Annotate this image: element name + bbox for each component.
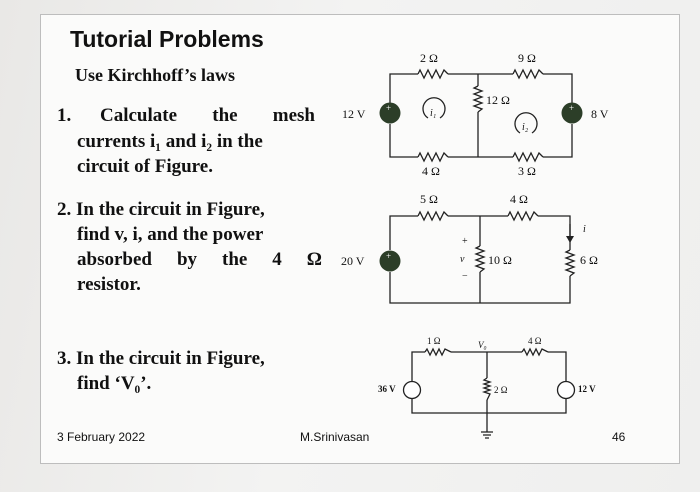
c3-label-12v: 12 V [578,384,596,394]
c1-wire-bottom-right [543,124,572,157]
c2-label-10ohm: 10 Ω [488,253,512,267]
c1-resistor-12ohm [474,86,482,112]
c2-label-4ohm: 4 Ω [510,192,528,206]
c1-label-8v: 8 V [591,107,609,121]
footer-date: 3 February 2022 [57,430,146,444]
c3-label-2ohm: 2 Ω [494,385,508,395]
c1-label-4ohm: 4 Ω [422,164,440,178]
c2-wire-top-right [538,216,570,250]
c2-label-20v: 20 V [341,254,365,268]
c2-current-arrow-icon [566,236,574,243]
problem2-line4: resistor. [77,274,141,295]
c2-wire-top-left [390,216,418,250]
c2-label-v: v [460,254,465,265]
problem2-line2: find v, i, and the power [77,224,264,245]
c3-wire-bottom [412,399,566,413]
c1-label-12v: 12 V [342,107,366,121]
c2-label-plus: + [462,236,468,247]
circuit1 [342,51,609,178]
c3-ground-icon [481,432,493,438]
c3-label-1ohm: 1 Ω [427,336,441,346]
c1-resistor-4ohm [418,153,448,161]
c3-resistor-1ohm [425,349,451,355]
c1-resistor-9ohm [513,70,543,78]
c2-label-i: i [583,224,586,235]
c1-label-9ohm: 9 Ω [518,51,536,65]
c3-wire-top-right [548,352,566,381]
c1-label-12ohm: 12 Ω [486,93,510,107]
svg-text:+: + [569,103,575,113]
c1-resistor-3ohm [513,153,543,161]
c1-wire-top-left [390,74,418,103]
c3-wire-top-left [412,352,425,382]
c2-resistor-4ohm [508,212,538,220]
c2-resistor-5ohm [418,212,448,220]
c3-label-36v: 36 V [378,384,396,394]
problem1-line3: circuit of Figure. [77,156,213,177]
c1-label-i2: i₂ [522,122,529,133]
c2-resistor-6ohm [566,250,574,276]
c1-resistor-2ohm [418,70,448,78]
problem1-line1: Calculate the mesh [100,105,315,126]
slide-subtitle: Use Kirchhoff’s laws [75,65,235,85]
c3-label-4ohm: 4 Ω [528,336,542,346]
footer-page-number: 46 [612,430,626,444]
problem3-line1: 3. In the circuit in Figure, [57,348,265,369]
c1-wire-bottom-left [390,124,418,157]
c3-resistor-4ohm [522,349,548,355]
c2-label-5ohm: 5 Ω [420,192,438,206]
c1-label-3ohm: 3 Ω [518,164,536,178]
c1-wire-top-right [543,74,572,103]
c3-source-12v [558,382,575,399]
svg-text:+: + [386,103,392,113]
problem3-line2: find ‘V₀’. [77,373,152,394]
c3-resistor-2ohm [484,378,490,400]
problem1-number: 1. [57,105,72,126]
circuit3 [378,336,596,438]
problem1-line2: currents i₁ and i₂ in the [77,131,263,152]
problem2-line1: 2. In the circuit in Figure, [57,199,265,220]
c3-source-36v [404,382,421,399]
c2-label-6ohm: 6 Ω [580,253,598,267]
c2-label-minus: − [462,271,468,282]
svg-text:+: + [386,251,392,261]
c2-resistor-10ohm [476,246,484,272]
circuit2 [341,192,598,303]
c3-label-v0: V₀ [478,340,487,350]
problem2-line3: absorbed by the 4 Ω [77,249,322,270]
footer-author: M.Srinivasan [300,430,370,444]
c1-label-2ohm: 2 Ω [420,51,438,65]
c1-label-i1: i₁ [430,108,437,119]
slide-title: Tutorial Problems [70,26,264,52]
